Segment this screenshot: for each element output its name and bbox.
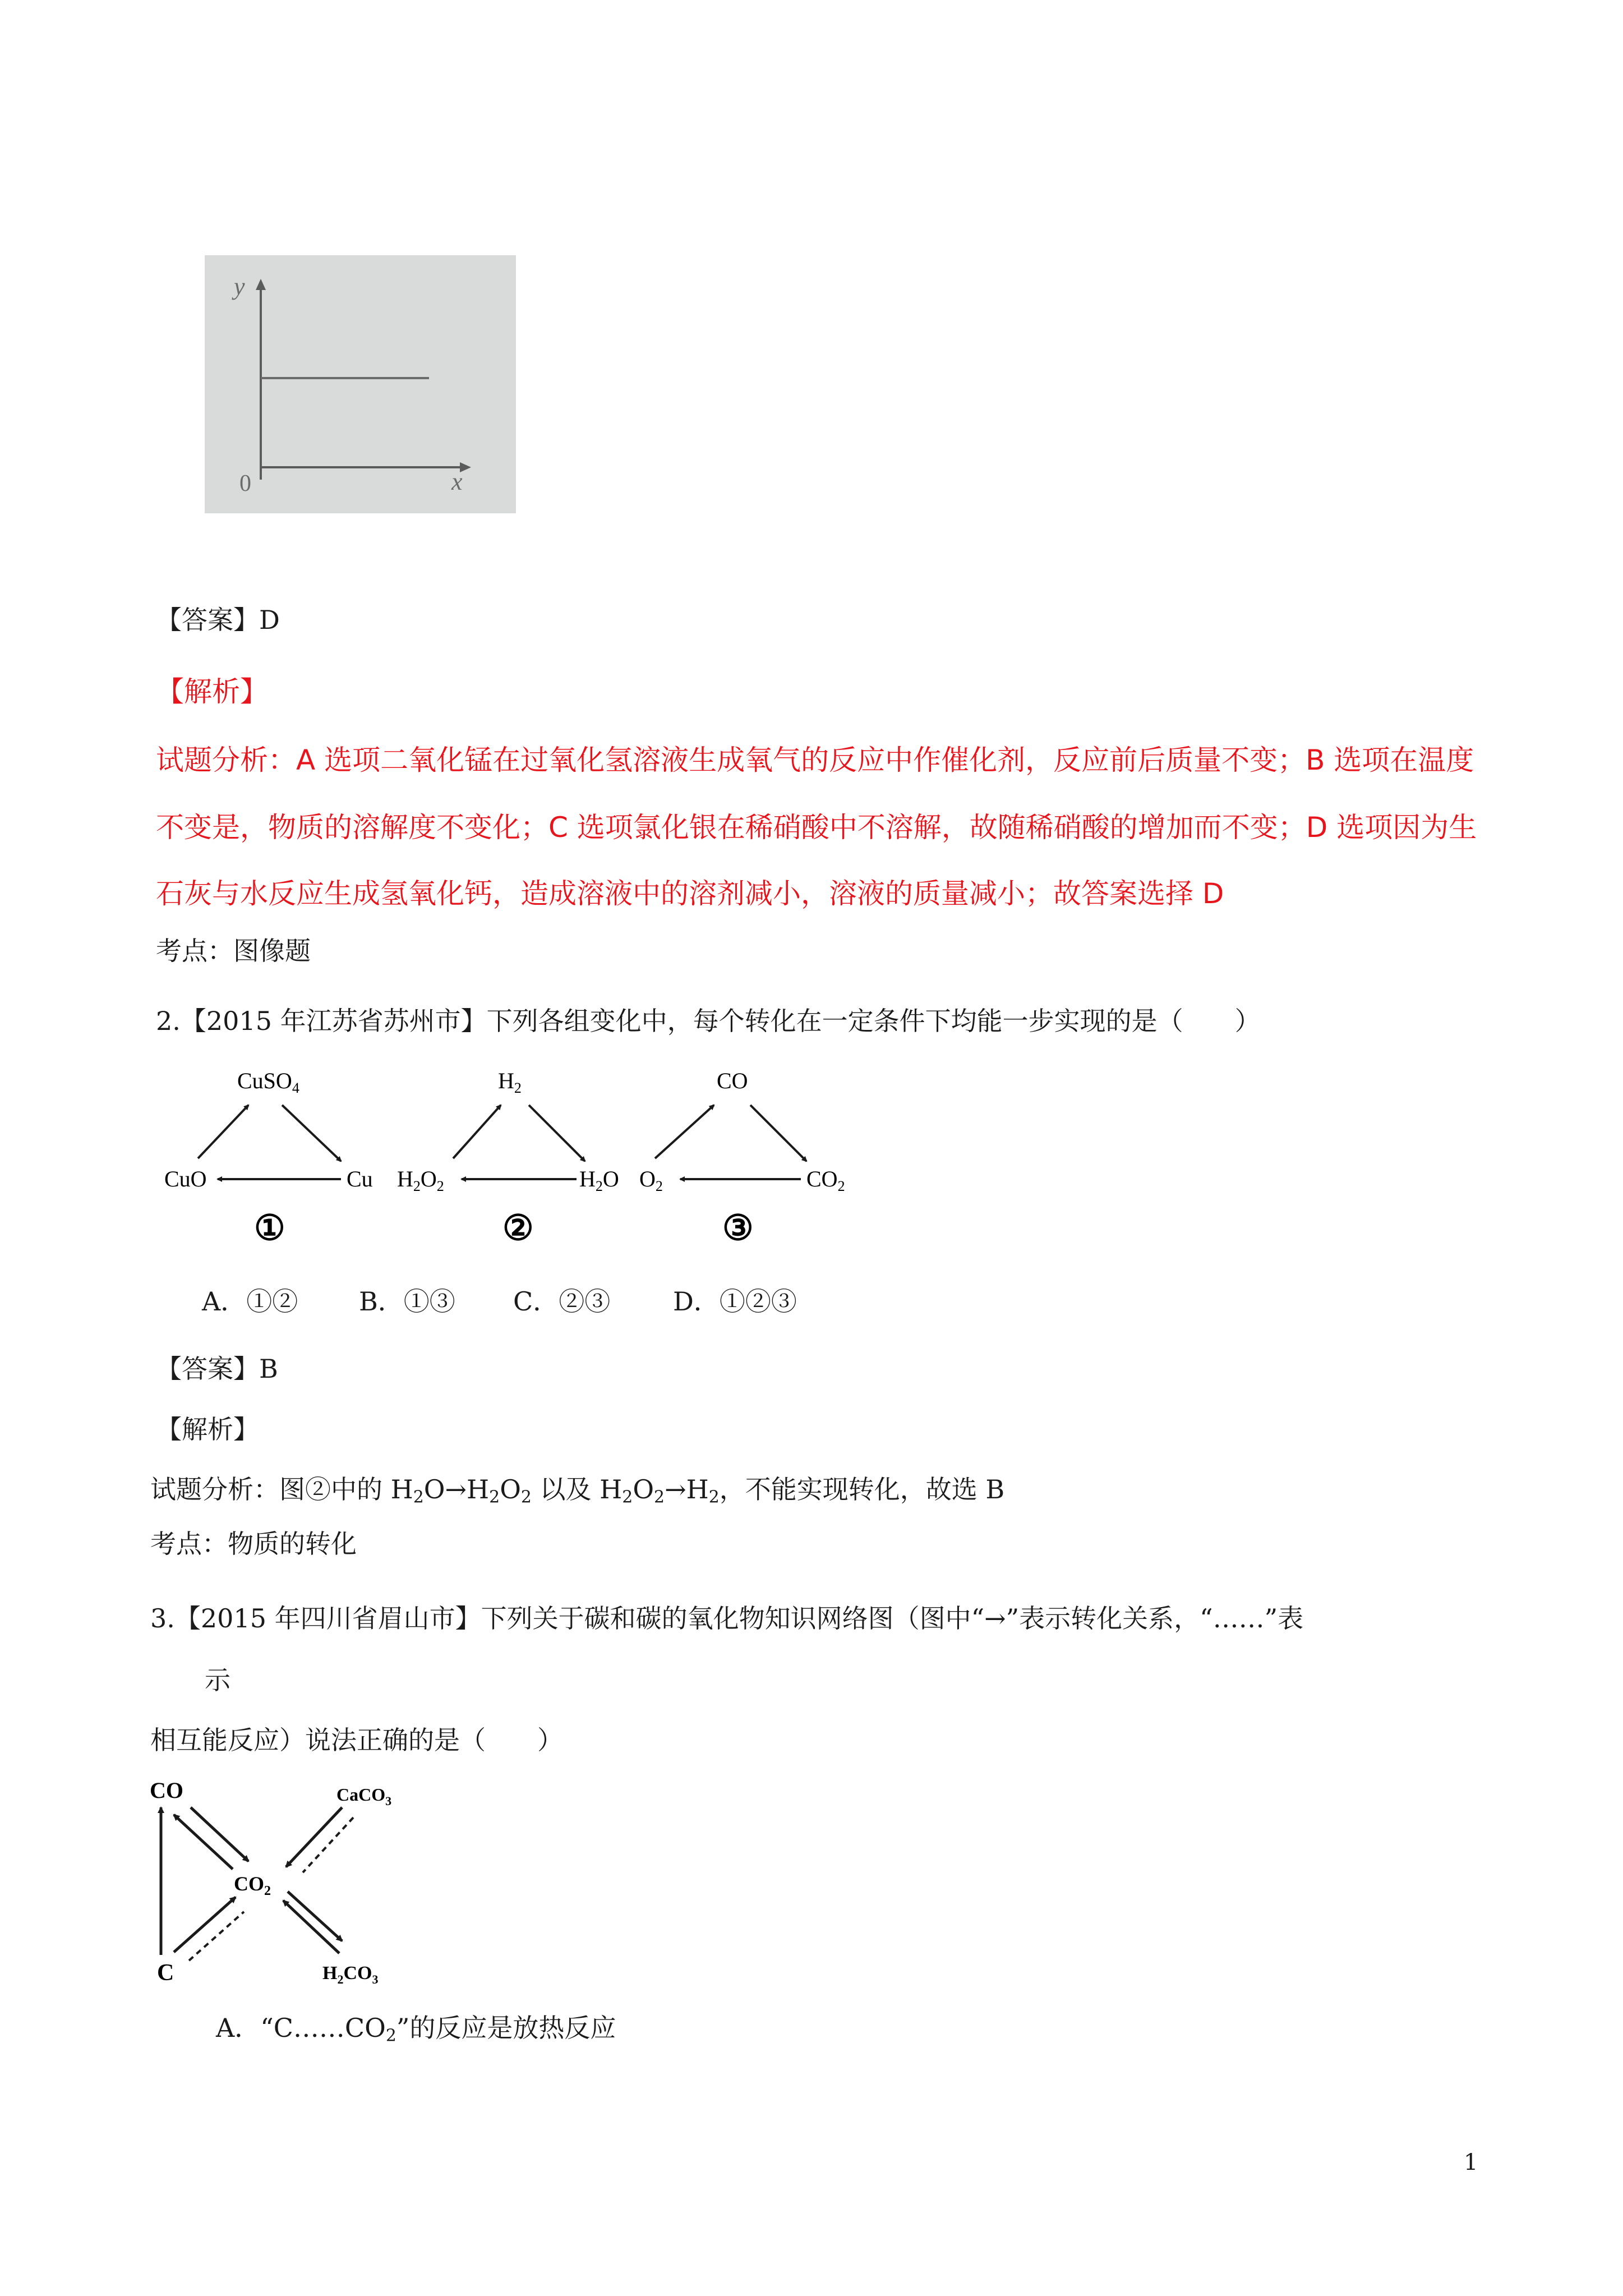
q2-stem: 2.【2015 年江苏省苏州市】下列各组变化中，每个转化在一定条件下均能一步实现的是（ ）: [156, 1006, 1261, 1036]
q2-kaodian: 考点：物质的转化: [150, 1529, 357, 1559]
q2-d3-left: $O_2$: [639, 1166, 663, 1194]
q2-d3-num: ③: [722, 1209, 754, 1248]
q2-d1-num: ①: [254, 1209, 285, 1248]
graph-y-label: y: [234, 273, 245, 300]
q2-analysis-tag: 【解析】: [156, 1414, 259, 1444]
q2-option-d: D．①②③: [673, 1286, 797, 1317]
q1-analysis-line2: 不变是，物质的溶解度不变化；C 选项氯化银在稀硝酸中不溶解，故随稀硝酸的增加而不变；D 选项因为生: [156, 811, 1477, 844]
q3-stem-line2: 示: [205, 1665, 230, 1695]
q1-analysis-tag: 【解析】: [156, 675, 268, 708]
q1-answer: 【答案】D: [156, 605, 280, 635]
q3-co2: $CO_2$: [234, 1872, 271, 1898]
y-x-graph-image: [205, 255, 516, 513]
q3-option-a: A．“$C\dots\dots CO_2$”的反应是放热反应: [216, 2013, 616, 2046]
q1-analysis-line1: 试题分析：A 选项二氧化锰在过氧化氢溶液生成氧气的反应中作催化剂，反应前后质量不变；B 选项在温度: [156, 744, 1474, 776]
q2-d1-top: CuSO$_4$: [237, 1068, 299, 1096]
q2-d3-top: CO: [717, 1068, 748, 1093]
graph-origin-label: 0: [239, 471, 251, 496]
q3-caco3: CaCO$_3$: [336, 1784, 392, 1808]
graph-x-label: x: [451, 468, 463, 495]
q3-co: CO: [150, 1778, 183, 1803]
q2-answer: 【答案】B: [156, 1354, 278, 1384]
q3-stem-line3: 相互能反应）说法正确的是（ ）: [150, 1725, 563, 1755]
q2-d2-top: $H_2$: [498, 1068, 522, 1096]
q2-option-b: B．①③: [359, 1286, 455, 1317]
q1-analysis-line3: 石灰与水反应生成氢氧化钙，造成溶液中的溶剂减小，溶液的质量减小；故答案选择 D: [156, 877, 1224, 910]
q2-analysis: 试题分析：图②中的 $H_2O\to H_2O_2$ 以及 $H_2O_2\to H_2$，不能实现转化，故选 B: [150, 1474, 1005, 1507]
q2-d1-left: CuO: [164, 1166, 207, 1191]
q2-d2-num: ②: [502, 1209, 534, 1248]
q2-d2-right: $H_2O$: [579, 1166, 619, 1194]
q2-d2-left: $H_2O_2$: [397, 1166, 444, 1194]
q2-option-c: C．②③: [513, 1286, 611, 1317]
q3-stem-line1: 3.【2015 年四川省眉山市】下列关于碳和碳的氧化物知识网络图（图中“→”表示转化关系，“……”表: [150, 1603, 1304, 1634]
q2-conversion-diagrams: [156, 1060, 885, 1262]
q2-option-a: A．①②: [202, 1286, 298, 1317]
q3-c: C: [157, 1960, 174, 1986]
page-number: 1: [1464, 2150, 1478, 2175]
q3-carbon-network-diagram: [149, 1773, 463, 1986]
q2-d3-right: $CO_2$: [806, 1166, 845, 1194]
q3-h2co3: $H_2CO_3$: [322, 1963, 379, 1986]
q2-d1-right: Cu: [347, 1166, 373, 1191]
q1-kaodian: 考点：图像题: [156, 936, 311, 966]
